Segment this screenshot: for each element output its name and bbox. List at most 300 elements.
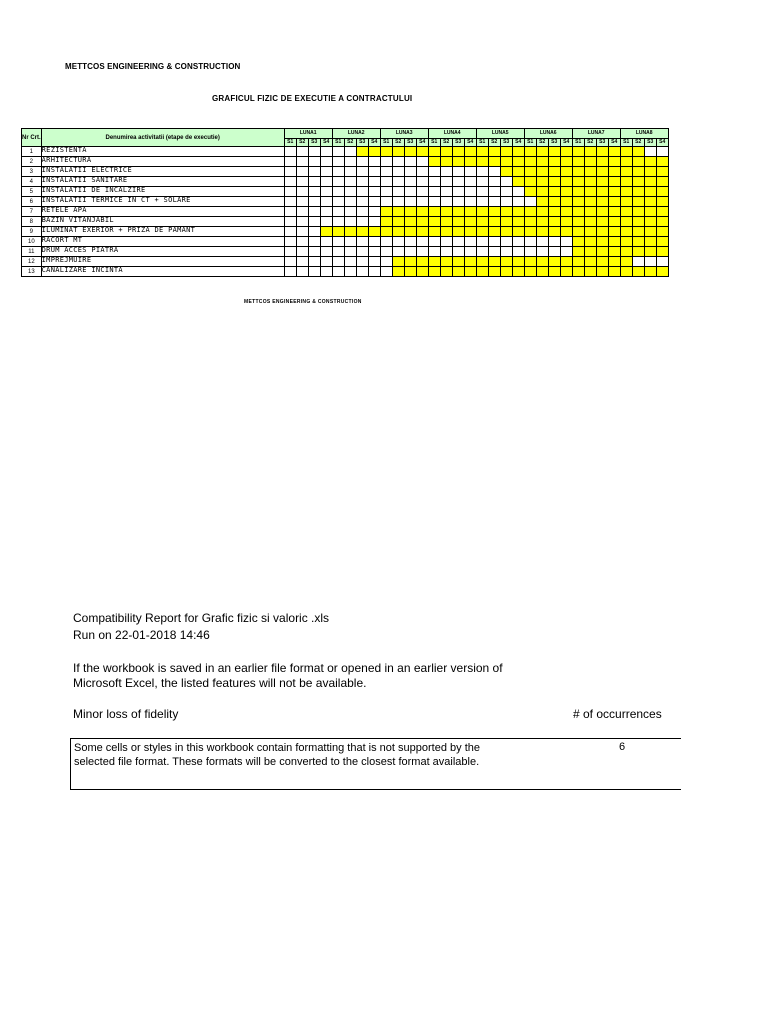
schedule-cell-active [524,147,536,157]
schedule-cell [428,167,440,177]
schedule-cell-active [584,167,596,177]
schedule-cell-active [572,207,584,217]
schedule-cell-active [584,227,596,237]
schedule-cell-active [356,227,368,237]
schedule-cell [284,147,296,157]
schedule-cell [428,197,440,207]
week-header: S4 [560,139,572,147]
schedule-cell-active [632,157,644,167]
schedule-cell-active [548,167,560,177]
schedule-cell-active [404,267,416,277]
schedule-cell [344,157,356,167]
schedule-cell-active [488,267,500,277]
schedule-cell [416,177,428,187]
schedule-cell-active [656,267,668,277]
schedule-cell [368,267,380,277]
schedule-cell-active [572,217,584,227]
schedule-cell-active [428,157,440,167]
schedule-cell [380,177,392,187]
activity-name: ILUMINAT EXERIOR + PRIZA DE PAMANT [41,227,284,237]
row-number: 11 [22,247,42,257]
schedule-cell [344,167,356,177]
activity-name: REZISTENTA [41,147,284,157]
schedule-cell [284,247,296,257]
schedule-cell [332,187,344,197]
week-header: S3 [308,139,320,147]
schedule-cell [332,217,344,227]
schedule-cell-active [464,157,476,167]
schedule-cell-active [632,207,644,217]
table-row [22,157,669,167]
company-name-top: METTCOS ENGINEERING & CONSTRUCTION [65,62,241,71]
schedule-cell [488,187,500,197]
schedule-cell-active [572,187,584,197]
schedule-cell-active [620,217,632,227]
schedule-cell [344,187,356,197]
company-name-footer: METTCOS ENGINEERING & CONSTRUCTION [244,299,362,305]
week-header: S1 [476,139,488,147]
schedule-cell-active [464,257,476,267]
week-header: S4 [368,139,380,147]
schedule-cell [332,157,344,167]
schedule-cell-active [560,227,572,237]
schedule-cell [452,247,464,257]
schedule-cell-active [644,157,656,167]
schedule-cell [308,197,320,207]
schedule-cell-active [344,227,356,237]
schedule-cell-active [596,187,608,197]
schedule-cell [464,167,476,177]
week-header: S3 [404,139,416,147]
schedule-cell-active [620,257,632,267]
schedule-cell [440,187,452,197]
schedule-cell-active [452,267,464,277]
schedule-cell-active [524,187,536,197]
week-header: S2 [440,139,452,147]
schedule-cell-active [404,257,416,267]
schedule-cell-active [416,217,428,227]
schedule-cell-active [584,177,596,187]
schedule-cell-active [452,257,464,267]
schedule-cell-active [512,217,524,227]
schedule-cell [296,177,308,187]
schedule-cell-active [404,227,416,237]
schedule-cell-active [572,167,584,177]
schedule-cell [332,267,344,277]
week-header: S3 [596,139,608,147]
schedule-cell-active [632,237,644,247]
schedule-cell [344,257,356,267]
schedule-cell [392,177,404,187]
table-row [22,257,669,267]
schedule-cell [416,197,428,207]
schedule-cell [308,167,320,177]
week-header: S2 [584,139,596,147]
schedule-cell [296,267,308,277]
schedule-cell [296,247,308,257]
schedule-cell-active [596,147,608,157]
schedule-cell-active [500,157,512,167]
schedule-cell-active [608,197,620,207]
activity-name: RACORT MT [41,237,284,247]
week-header: S2 [344,139,356,147]
schedule-cell-active [380,227,392,237]
schedule-cell [452,177,464,187]
schedule-cell-active [644,187,656,197]
week-header: S2 [536,139,548,147]
schedule-cell [440,177,452,187]
schedule-cell-active [632,227,644,237]
schedule-cell [656,257,668,267]
schedule-cell-active [656,177,668,187]
schedule-cell [284,207,296,217]
schedule-cell-active [416,267,428,277]
week-header: S1 [428,139,440,147]
schedule-cell-active [500,267,512,277]
schedule-cell-active [440,157,452,167]
schedule-cell [356,247,368,257]
schedule-cell-active [452,217,464,227]
schedule-cell-active [428,147,440,157]
schedule-cell-active [536,167,548,177]
schedule-cell [392,157,404,167]
schedule-cell [404,177,416,187]
week-header: S1 [620,139,632,147]
schedule-cell-active [524,167,536,177]
month-header: LUNA3 [380,129,428,139]
schedule-cell-active [620,177,632,187]
schedule-cell-active [584,157,596,167]
schedule-cell-active [452,147,464,157]
schedule-cell [344,267,356,277]
schedule-cell-active [524,227,536,237]
activity-name: BAZIN VITANJABIL [41,217,284,227]
schedule-cell [464,247,476,257]
schedule-cell [380,187,392,197]
week-header: S4 [416,139,428,147]
week-header: S3 [548,139,560,147]
schedule-cell [356,257,368,267]
schedule-cell-active [572,247,584,257]
schedule-cell [416,167,428,177]
week-header: S1 [524,139,536,147]
schedule-cell-active [596,197,608,207]
schedule-cell-active [416,147,428,157]
schedule-cell [488,167,500,177]
schedule-cell-active [524,257,536,267]
schedule-cell [344,177,356,187]
schedule-cell [416,247,428,257]
schedule-cell-active [368,227,380,237]
schedule-cell [308,177,320,187]
schedule-cell-active [512,167,524,177]
schedule-cell [476,197,488,207]
schedule-cell-active [416,227,428,237]
schedule-cell-active [560,177,572,187]
row-number: 6 [22,197,42,207]
activity-name: INSTALATII SANITARE [41,177,284,187]
schedule-cell-active [656,237,668,247]
schedule-cell-active [584,197,596,207]
schedule-cell-active [608,227,620,237]
schedule-cell [368,247,380,257]
schedule-cell-active [392,257,404,267]
schedule-cell-active [584,247,596,257]
schedule-cell [332,147,344,157]
schedule-cell-active [584,207,596,217]
schedule-cell [548,237,560,247]
schedule-cell [404,247,416,257]
schedule-cell-active [536,267,548,277]
month-header: LUNA6 [524,129,572,139]
schedule-cell [356,237,368,247]
schedule-cell [284,267,296,277]
schedule-cell-active [644,197,656,207]
schedule-cell-active [572,177,584,187]
schedule-cell [332,177,344,187]
schedule-cell [308,227,320,237]
schedule-cell-active [620,227,632,237]
schedule-cell-active [548,197,560,207]
activity-name: INSTALATII DE INCALZIRE [41,187,284,197]
schedule-cell-active [596,167,608,177]
schedule-cell [500,187,512,197]
document-title: GRAFICUL FIZIC DE EXECUTIE A CONTRACTULUI [212,94,413,103]
schedule-cell [524,197,536,207]
schedule-cell-active [404,207,416,217]
schedule-cell [548,247,560,257]
schedule-cell-active [572,237,584,247]
schedule-cell-active [368,147,380,157]
schedule-cell-active [548,217,560,227]
schedule-cell [284,187,296,197]
schedule-cell-active [656,197,668,207]
row-number: 3 [22,167,42,177]
schedule-cell [320,257,332,267]
schedule-cell [452,187,464,197]
schedule-cell-active [476,267,488,277]
schedule-cell [404,197,416,207]
schedule-cell-active [332,227,344,237]
schedule-cell [464,187,476,197]
month-header: LUNA4 [428,129,476,139]
schedule-cell-active [464,207,476,217]
schedule-cell-active [560,197,572,207]
schedule-cell-active [392,267,404,277]
schedule-cell-active [548,187,560,197]
schedule-cell [284,197,296,207]
schedule-cell [296,167,308,177]
schedule-cell-active [320,227,332,237]
schedule-cell-active [584,217,596,227]
schedule-cell-active [632,167,644,177]
week-header: S3 [356,139,368,147]
schedule-cell-active [536,257,548,267]
report-run-date: Run on 22-01-2018 14:46 [73,628,210,642]
schedule-cell [428,247,440,257]
schedule-cell [500,197,512,207]
schedule-cell-active [632,197,644,207]
schedule-cell [356,187,368,197]
schedule-cell-active [512,157,524,167]
schedule-cell-active [476,157,488,167]
schedule-cell-active [404,217,416,227]
schedule-cell-active [608,167,620,177]
schedule-cell [284,157,296,167]
schedule-cell-active [500,147,512,157]
schedule-cell [332,197,344,207]
schedule-cell [380,197,392,207]
schedule-cell [428,237,440,247]
schedule-cell [464,197,476,207]
week-header: S2 [632,139,644,147]
schedule-cell [332,207,344,217]
schedule-cell [320,187,332,197]
schedule-cell [404,237,416,247]
schedule-cell-active [596,237,608,247]
schedule-cell [404,157,416,167]
schedule-cell-active [656,207,668,217]
schedule-cell [380,257,392,267]
schedule-cell-active [524,217,536,227]
schedule-cell-active [560,167,572,177]
schedule-cell [320,207,332,217]
schedule-cell-active [620,147,632,157]
schedule-cell-active [644,177,656,187]
schedule-cell-active [524,177,536,187]
schedule-cell [404,187,416,197]
schedule-cell [308,157,320,167]
schedule-cell [344,147,356,157]
schedule-cell [440,237,452,247]
schedule-cell [356,177,368,187]
schedule-cell-active [524,267,536,277]
week-header: S4 [608,139,620,147]
schedule-cell [416,157,428,167]
schedule-cell-active [572,157,584,167]
table-row [22,237,669,247]
schedule-cell-active [428,227,440,237]
schedule-cell-active [632,247,644,257]
schedule-cell [356,217,368,227]
schedule-cell [488,237,500,247]
schedule-cell-active [596,227,608,237]
schedule-cell [368,167,380,177]
schedule-cell [332,257,344,267]
schedule-cell [332,247,344,257]
schedule-cell [392,187,404,197]
schedule-cell [476,167,488,177]
schedule-cell-active [656,247,668,257]
schedule-cell [524,237,536,247]
schedule-cell-active [356,147,368,157]
schedule-cell [296,197,308,207]
schedule-cell-active [644,267,656,277]
activity-name: IMPREJMUIRE [41,257,284,267]
schedule-cell [488,197,500,207]
schedule-cell-active [560,257,572,267]
schedule-cell-active [476,207,488,217]
schedule-cell-active [536,147,548,157]
schedule-cell [440,167,452,177]
schedule-cell [644,147,656,157]
issue-count: 6 [619,741,626,753]
schedule-cell-active [500,207,512,217]
schedule-cell-active [488,157,500,167]
schedule-cell-active [488,227,500,237]
schedule-cell-active [560,157,572,167]
schedule-cell-active [656,157,668,167]
schedule-cell [308,217,320,227]
schedule-cell-active [380,147,392,157]
schedule-cell-active [572,257,584,267]
schedule-cell-active [548,147,560,157]
schedule-cell-active [440,227,452,237]
header-nr-crt: Nr Crt. [22,129,42,147]
row-number: 2 [22,157,42,167]
schedule-cell [284,217,296,227]
schedule-cell-active [596,247,608,257]
schedule-cell [284,237,296,247]
schedule-cell-active [500,227,512,237]
table-row [22,197,669,207]
report-description: If the workbook is saved in an earlier file format or opened in an earlier version of Microsoft Excel, the listed features will not be available. [73,661,503,690]
occurrences-header: # of occurrences [573,707,662,721]
schedule-cell-active [512,267,524,277]
schedule-cell [368,257,380,267]
schedule-cell [380,247,392,257]
schedule-cell-active [560,207,572,217]
table-row [22,187,669,197]
schedule-cell [428,187,440,197]
schedule-cell-active [608,217,620,227]
week-header: S3 [644,139,656,147]
schedule-cell-active [632,267,644,277]
schedule-cell-active [452,207,464,217]
schedule-cell-active [428,217,440,227]
week-header: S4 [320,139,332,147]
month-header: LUNA2 [332,129,380,139]
schedule-cell [476,177,488,187]
schedule-cell-active [656,167,668,177]
schedule-cell-active [572,227,584,237]
schedule-cell-active [584,187,596,197]
table-row [22,207,669,217]
schedule-cell [368,237,380,247]
schedule-cell-active [608,147,620,157]
schedule-cell-active [608,267,620,277]
schedule-cell-active [560,187,572,197]
schedule-cell [308,187,320,197]
schedule-cell [380,237,392,247]
schedule-cell-active [548,227,560,237]
schedule-cell-active [416,207,428,217]
table-row [22,167,669,177]
schedule-cell-active [608,237,620,247]
gantt-table [21,128,669,277]
schedule-cell-active [500,217,512,227]
schedule-cell-active [656,227,668,237]
row-number: 9 [22,227,42,237]
schedule-cell-active [500,257,512,267]
schedule-cell-active [596,267,608,277]
schedule-cell-active [536,217,548,227]
schedule-cell-active [632,187,644,197]
schedule-cell [296,147,308,157]
schedule-cell-active [644,247,656,257]
schedule-cell [380,167,392,177]
schedule-cell [392,167,404,177]
